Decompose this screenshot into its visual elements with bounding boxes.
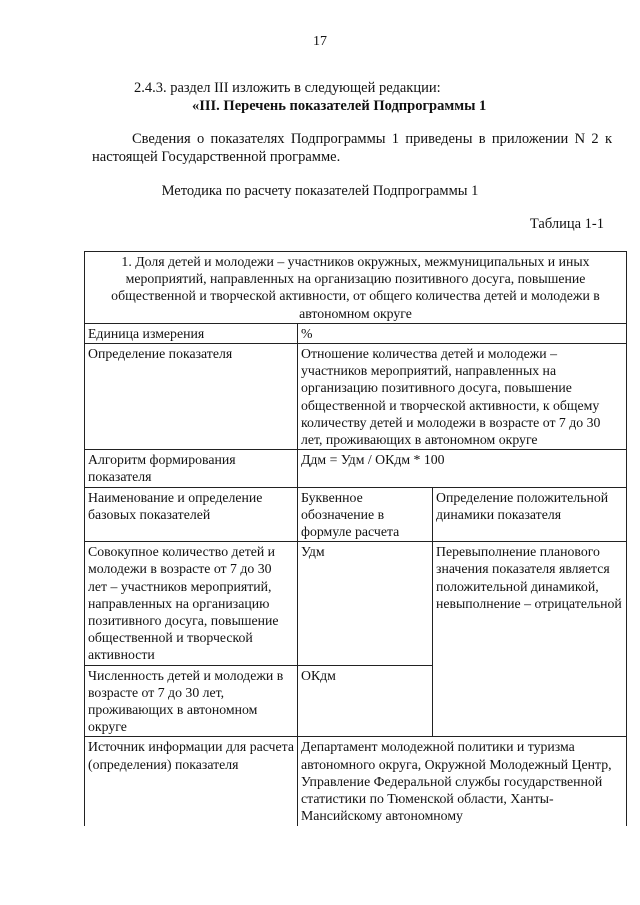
unit-label: Единица измерения xyxy=(85,323,298,343)
intro-paragraph: Сведения о показателях Подпрограммы 1 приведены в приложении N 2 к настоящей Государственной программе. xyxy=(92,131,612,165)
letter-designation-header: Буквенное обозначение в формуле расчета xyxy=(298,487,433,542)
source-value: Департамент молодежной политики и туризма автономного округа, Окружной Молодежный Центр, Управление Федеральной службы государственной статистики по Тюменской области, Ханты-Мансийскому автономному xyxy=(298,737,627,826)
methodology-title: Методика по расчету показателей Подпрограммы 1 xyxy=(161,183,479,199)
definition-label: Определение показателя xyxy=(85,344,298,450)
unit-value: % xyxy=(298,323,627,343)
table-number: Таблица 1-1 xyxy=(529,216,604,232)
algorithm-label: Алгоритм формирования показателя xyxy=(85,450,298,487)
base-row1-letter: Удм xyxy=(298,542,433,665)
amendment-line: 2.4.3. раздел III изложить в следующей редакции: xyxy=(134,80,441,96)
indicator-table xyxy=(84,251,627,826)
dynamics-header: Определение положительной динамики показателя xyxy=(433,487,627,542)
base-row2-letter: ОКдм xyxy=(298,665,433,737)
page-number: 17 xyxy=(313,34,327,49)
algorithm-formula: Ддм = Удм / ОКдм * 100 xyxy=(298,450,627,487)
base-row1-name: Совокупное количество детей и молодежи в возрасте от 7 до 30 лет – участников мероприятий, направленных на организацию позитивного досуга, повышение общественной и творческой активности xyxy=(85,542,298,665)
source-label: Источник информации для расчета (определения) показателя xyxy=(85,737,298,826)
indicator-header: 1. Доля детей и молодежи – участников окружных, межмуниципальных и иных мероприятий, направленных на организацию позитивного досуга, повышение общественной и творческой активности, от общего количества детей и молодежи в автономном округе xyxy=(85,252,627,324)
definition-value: Отношение количества детей и молодежи – участников мероприятий, направленных на организацию позитивного досуга, повышение общественной и творческой активности, к общему количеству детей и молодежи в возрасте от 7 до 30 лет, проживающих в автономном округе xyxy=(298,344,627,450)
base-row2-name: Численность детей и молодежи в возрасте от 7 до 30 лет, проживающих в автономном округе xyxy=(85,665,298,737)
dynamics-value: Перевыполнение планового значения показателя является положительной динамикой, невыполнение – отрицательной xyxy=(433,542,627,737)
base-indicators-label: Наименование и определение базовых показателей xyxy=(85,487,298,542)
section-title: «III. Перечень показателей Подпрограммы 1 xyxy=(192,98,487,114)
